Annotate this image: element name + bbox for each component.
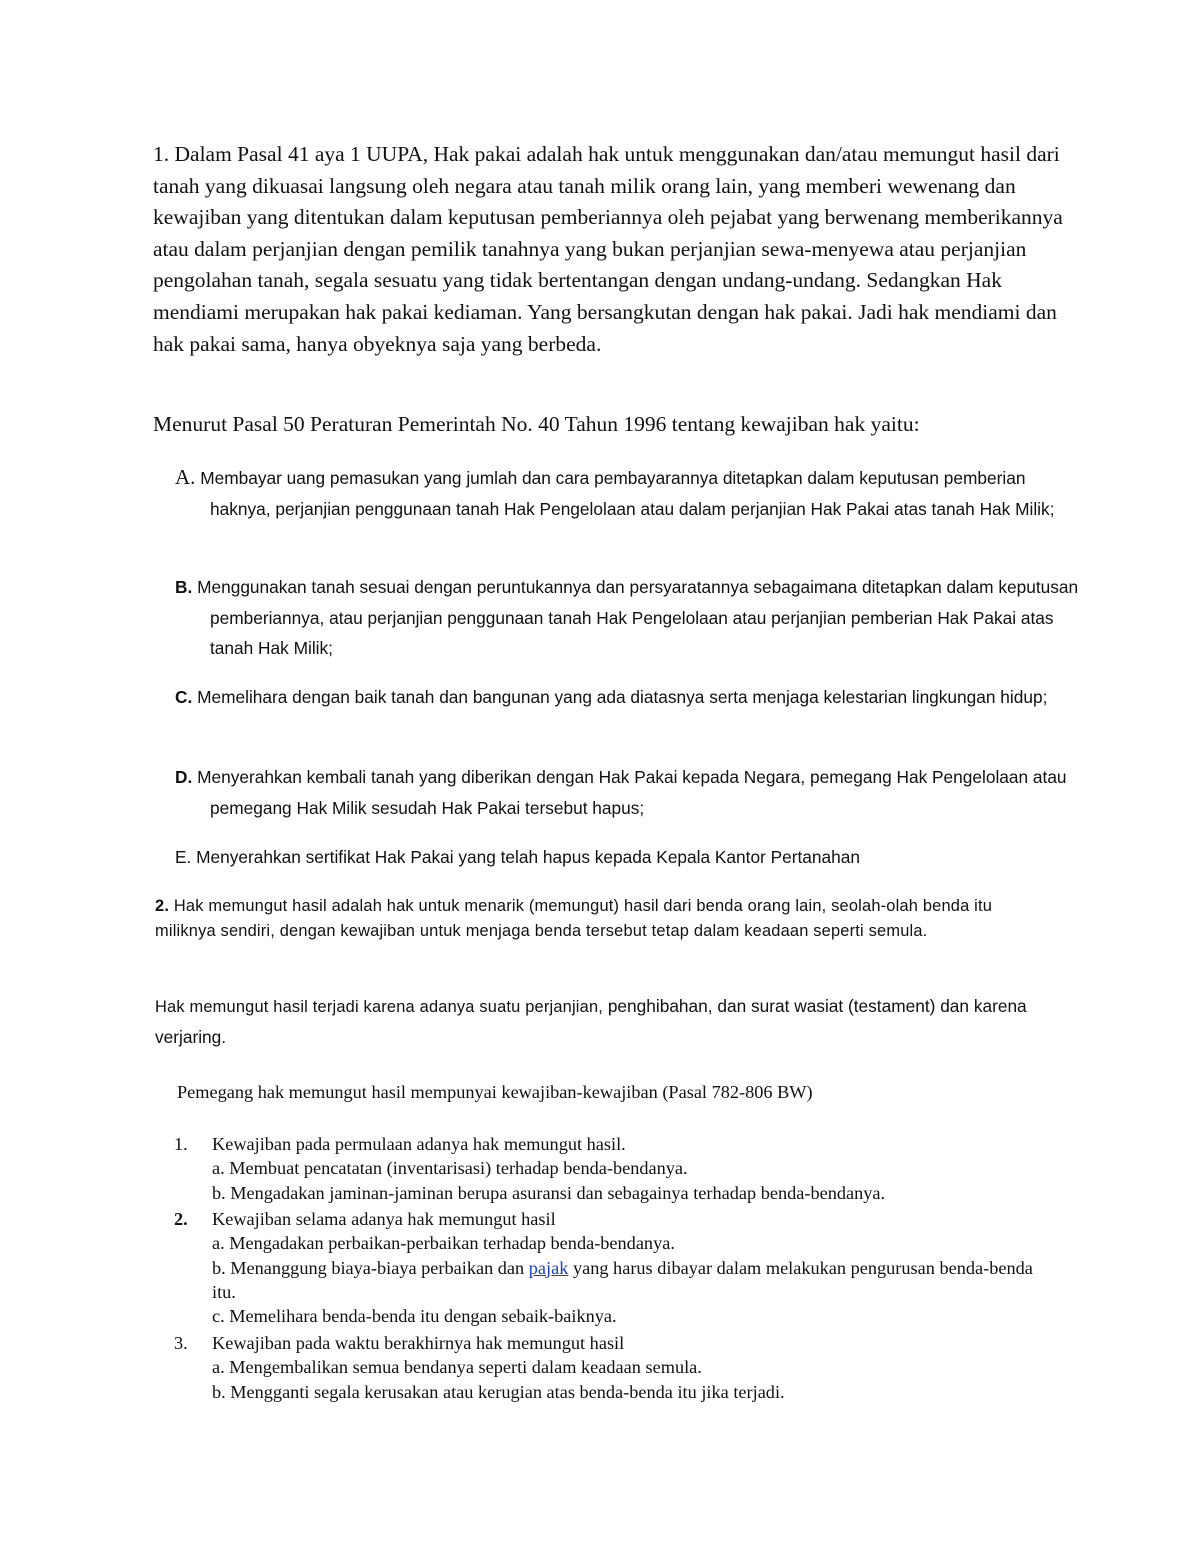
list-marker: 2. [174, 1209, 188, 1229]
duty-title: Kewajiban pada permulaan adanya hak memungut hasil. [212, 1134, 626, 1154]
duty-sub-item [212, 1256, 1034, 1305]
duty-item-2 [174, 1207, 1034, 1328]
paragraph-tail: penghibahan, dan surat wasiat (testament) dan karena verjaring. [155, 996, 1027, 1047]
duty-sub-item: a. Mengembalikan semua bendanya seperti dalam keadaan semula. [212, 1357, 702, 1378]
list-marker: D. [175, 767, 193, 787]
paragraph-terjadinya-hak [155, 991, 1065, 1053]
duty-title: Kewajiban pada waktu berakhirnya hak memungut hasil [212, 1333, 625, 1353]
paragraph-hak-memungut-hasil [155, 894, 1045, 945]
pajak-link[interactable]: pajak [528, 1257, 569, 1278]
duty-item-1 [174, 1132, 1034, 1205]
list-marker: C. [175, 687, 193, 707]
list-marker: 3. [174, 1333, 188, 1353]
obligation-text: Menyerahkan kembali tanah yang diberikan dengan Hak Pakai kepada Negara, pemegang Hak Pengelolaan atau pemegang Hak Milik sesudah Hak Pakai tersebut hapus; [197, 767, 1067, 818]
duty-sub-item: c. Memelihara benda-benda itu dengan sebaik-baiknya. [212, 1306, 617, 1327]
paragraph-text: Hak memungut hasil adalah hak untuk menarik (memungut) hasil dari benda orang lain, seolah-olah benda itu miliknya sendiri, dengan kewajiban untuk menjaga benda tersebut tetap dalam keadaan seperti semula. [155, 897, 993, 941]
sub-text: b. Menanggung biaya-biaya perbaikan dan [212, 1257, 525, 1278]
obligation-item-b [175, 572, 1090, 664]
paragraph-menurut-pasal-50: Menurut Pasal 50 Peraturan Pemerintah No. 40 Tahun 1996 tentang kewajiban hak yaitu: [153, 412, 920, 436]
duty-title: Kewajiban selama adanya hak memungut hasil [212, 1209, 556, 1229]
obligation-item-e [175, 842, 1090, 873]
obligation-item-d [175, 762, 1090, 823]
paragraph-lead: Hak memungut hasil terjadi karena adanya suatu perjanjian, [155, 998, 604, 1016]
duty-sub-item: b. Mengadakan jaminan-jaminan berupa asuransi dan sebagainya terhadap benda-bendanya. [212, 1182, 886, 1203]
duty-sub-item: a. Membuat pencatatan (inventarisasi) terhadap benda-bendanya. [212, 1158, 688, 1179]
duty-sub-item: a. Mengadakan perbaikan-perbaikan terhadap benda-bendanya. [212, 1233, 675, 1254]
list-marker: 1. [174, 1134, 188, 1154]
sub-text: yang harus dibayar dalam melakukan pengurusan benda-benda itu. [212, 1257, 1033, 1302]
list-marker: A. [175, 465, 196, 489]
paragraph-number: 2. [155, 897, 170, 915]
paragraph-hak-pakai: 1. Dalam Pasal 41 aya 1 UUPA, Hak pakai adalah hak untuk menggunakan dan/atau memungut hasil dari tanah yang dikuasai langsung oleh negara atau tanah milik orang lain, yang memberi wewenang dan kewajiban yang ditentukan dalam keputusan pemberiannya oleh pejabat yang berwenang memberikannya atau dalam perjanjian dengan pemilik tanahnya yang bukan perjanjian sewa-menyewa atau perjanjian pengolahan tanah, segala sesuatu yang tidak bertentangan dengan undang-undang. Sedangkan Hak mendiami merupakan hak pakai kediaman. Yang bersangkutan dengan hak pakai. Jadi hak mendiami dan hak pakai sama, hanya obyeknya saja yang berbeda. [153, 142, 1063, 356]
obligation-item-c [175, 682, 1090, 713]
paragraph-pemegang-hak: Pemegang hak memungut hasil mempunyai kewajiban-kewajiban (Pasal 782-806 BW) [177, 1082, 813, 1102]
obligation-text: Menyerahkan sertifikat Hak Pakai yang telah hapus kepada Kepala Kantor Pertanahan [196, 847, 860, 867]
list-marker: B. [175, 577, 193, 597]
obligation-text: Membayar uang pemasukan yang jumlah dan cara pembayarannya ditetapkan dalam keputusan pemberian haknya, perjanjian penggunaan tanah Hak Pengelolaan atau dalam perjanjian Hak Pakai atas tanah Hak Milik; [200, 468, 1055, 519]
duty-sub-item: b. Mengganti segala kerusakan atau kerugian atas benda-benda itu jika terjadi. [212, 1381, 785, 1402]
list-marker: E. [175, 847, 192, 867]
duty-item-3 [174, 1331, 1034, 1404]
obligation-item-a [175, 462, 1090, 524]
obligation-text: Menggunakan tanah sesuai dengan peruntukannya dan persyaratannya sebagaimana ditetapkan dalam keputusan pemberiannya, atau perjanjian penggunaan tanah Hak Pengelolaan atau perjanjian pemberian Hak Pakai atas tanah Hak Milik; [197, 577, 1079, 658]
obligation-text: Memelihara dengan baik tanah dan bangunan yang ada diatasnya serta menjaga kelestarian lingkungan hidup; [197, 687, 1048, 707]
